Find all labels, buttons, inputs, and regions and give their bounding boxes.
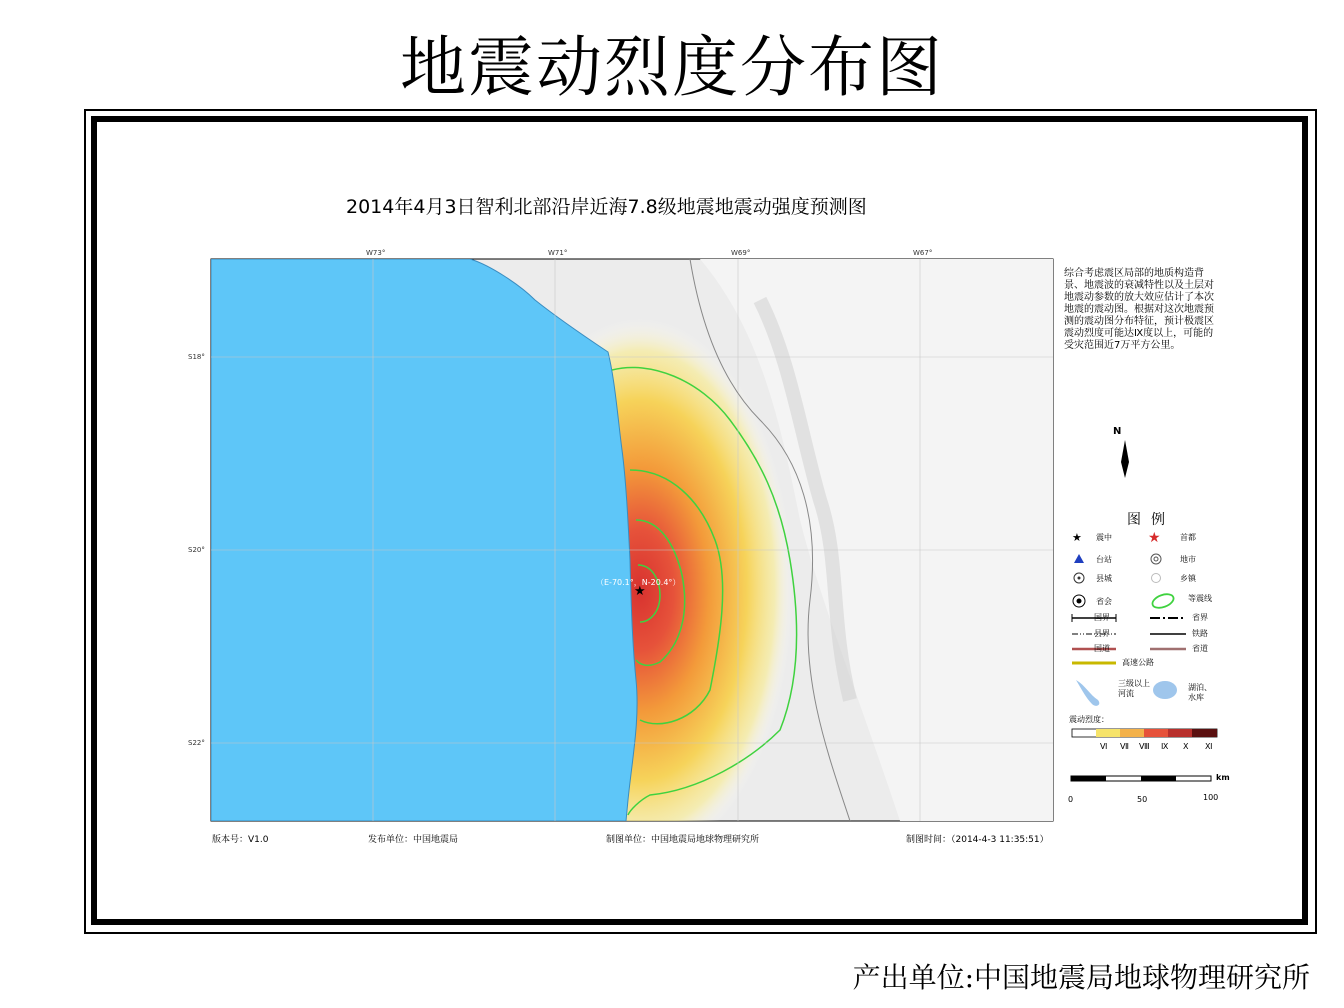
legend-item: 乡镇 — [1180, 574, 1196, 583]
intensity-tick: Ⅸ — [1161, 742, 1169, 751]
map-title: 2014年4月3日智利北部沿岸近海7.8级地震地震动强度预测图 — [346, 196, 867, 218]
scale-tick: 0 — [1068, 795, 1074, 804]
legend-item: 省道 — [1192, 644, 1208, 653]
producer-credit: 产出单位:中国地震局地球物理研究所 — [852, 961, 1310, 994]
latitude-label: S18° — [188, 353, 205, 361]
footer-time: 制图时间：（2014-4-3 11:35:51） — [906, 835, 1049, 845]
legend-item: 省界 — [1192, 613, 1208, 622]
slide-title: 地震动烈度分布图 — [400, 29, 944, 106]
latitude-label: S22° — [188, 739, 205, 747]
svg-text:★: ★ — [1148, 530, 1161, 546]
legend-item: 湖泊、水库 — [1188, 683, 1212, 702]
intensity-tick: Ⅶ — [1120, 742, 1129, 751]
legend-item: 县界 — [1094, 629, 1110, 638]
longitude-label: W67° — [913, 249, 933, 257]
legend-item: 高速公路 — [1122, 658, 1154, 667]
legend-item: 首都 — [1180, 533, 1196, 542]
legend-item: 三级以上河流 — [1118, 679, 1150, 698]
legend-item: 国道 — [1094, 644, 1110, 653]
legend-item: 地市 — [1180, 555, 1196, 564]
epicenter-star: ★ — [634, 584, 646, 599]
intensity-tick: Ⅵ — [1100, 742, 1108, 751]
scale-unit: km — [1216, 773, 1230, 782]
longitude-label: W71° — [548, 249, 568, 257]
longitude-label: W73° — [366, 249, 386, 257]
scale-tick: 100 — [1203, 793, 1219, 802]
scale-tick: 50 — [1137, 795, 1148, 804]
legend-item: 县城 — [1096, 574, 1112, 583]
intensity-tick: Ⅷ — [1139, 742, 1150, 751]
legend-title: 图例 — [1127, 512, 1175, 528]
legend-item: 台站 — [1096, 555, 1112, 564]
legend-item: 铁路 — [1192, 629, 1208, 638]
ocean — [211, 259, 637, 821]
svg-text:★: ★ — [1072, 531, 1082, 544]
footer-version: 版本号：V1.0 — [212, 835, 269, 845]
legend-item: 国界 — [1094, 613, 1110, 622]
footer-publisher: 发布单位：中国地震局 — [368, 835, 459, 845]
north-label: N — [1113, 426, 1122, 437]
intensity-tick: Ⅹ — [1183, 742, 1189, 751]
epicenter-label: （E-70.1°，N-20.4°） — [596, 578, 681, 587]
legend-item: 震中 — [1096, 533, 1112, 542]
map-description: 综合考虑震区局部的地质构造背景、地震波的衰减特性以及土层对地震动参数的放大效应估计了本次地震的震动图。根据对这次地震预测的震动图分布特征，预计极震区震动烈度可能达Ⅸ度以上，可能的受灾范围近7万平方公里。 — [1064, 268, 1214, 351]
intensity-tick: Ⅺ — [1205, 742, 1213, 751]
intensity-label: 震动烈度： — [1069, 715, 1109, 724]
north-arrow-icon — [1121, 440, 1129, 478]
footer-maker: 制图单位：中国地震局地球物理研究所 — [606, 835, 760, 845]
latitude-label: S20° — [188, 546, 205, 554]
longitude-label: W69° — [731, 249, 751, 257]
legend-item: 等震线 — [1188, 594, 1212, 603]
legend-item: 省会 — [1096, 597, 1112, 606]
